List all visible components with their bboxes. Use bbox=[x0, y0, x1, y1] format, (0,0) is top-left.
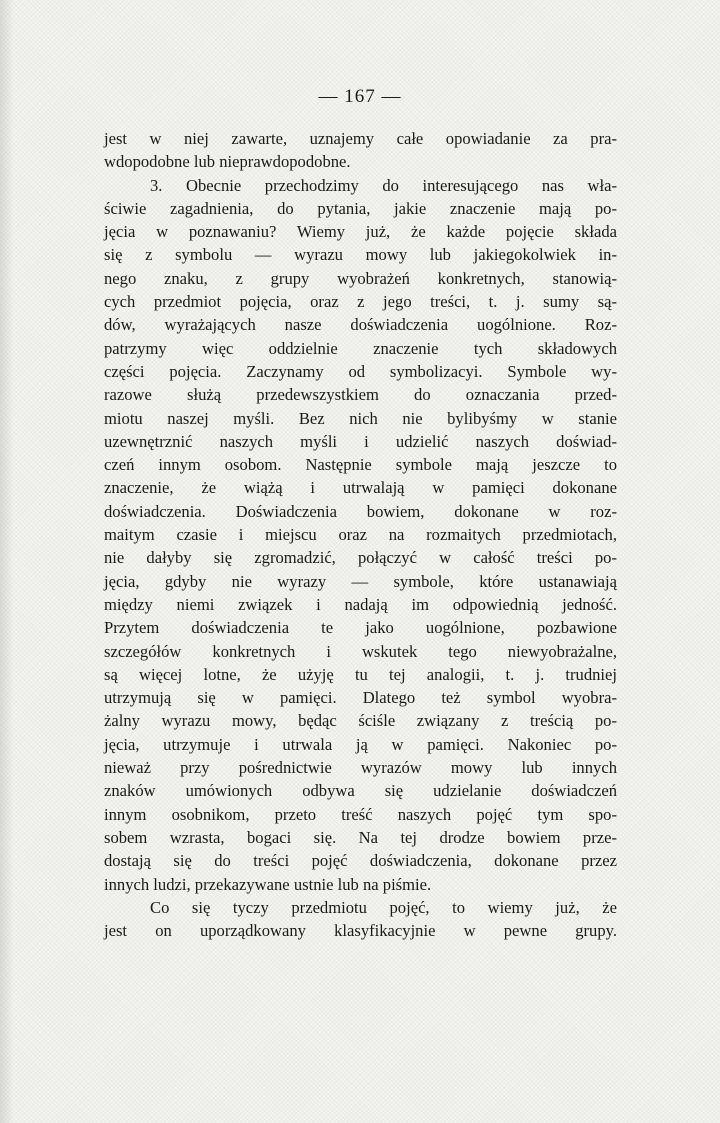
text-line: są więcej lotne, że użyję tu tej analogii, t. j. trudniej bbox=[104, 664, 617, 684]
text-line: innym osobnikom, przeto treść naszych pojęć tym spo- bbox=[104, 804, 617, 824]
text-line: żalny wyrazu mowy, będąc ściśle związany z treścią po- bbox=[104, 711, 617, 731]
body-text bbox=[104, 127, 617, 942]
text-line: nie dałyby się zgromadzić, połączyć w całość treści po- bbox=[104, 548, 617, 568]
text-line: uzewnętrznić naszych myśli i udzielić naszych doświad- bbox=[104, 431, 617, 451]
text-line: znaków umówionych odbywa się udzielanie doświadczeń bbox=[104, 781, 617, 801]
text-line: dostają się do treści pojęć doświadczenia, dokonane przez bbox=[104, 851, 617, 871]
text-line: wdopodobne lub nieprawdopodobne. bbox=[104, 152, 351, 172]
text-line: szczegółów konkretnych i wskutek tego niewyobrażalne, bbox=[104, 641, 617, 661]
text-line: sobem wzrasta, bogaci się. Na tej drodze bowiem prze- bbox=[104, 827, 617, 847]
text-line: utrzymują się w pamięci. Dlatego też symbol wyobra- bbox=[104, 688, 617, 708]
text-line: nego znaku, z grupy wyobrażeń konkretnych, stanowią- bbox=[104, 268, 617, 288]
text-line: części pojęcia. Zaczynamy od symbolizacyi. Symbole wy- bbox=[104, 361, 617, 381]
text-line: się z symbolu — wyrazu mowy lub jakiegokolwiek in- bbox=[104, 245, 617, 265]
text-line: jest on uporządkowany klasyfikacyjnie w pewne grupy. bbox=[104, 921, 617, 941]
text-line: jęcia, utrzymuje i utrwala ją w pamięci. Nakoniec po- bbox=[104, 734, 617, 754]
text-line: cych przedmiot pojęcia, oraz z jego treści, t. j. sumy są- bbox=[104, 292, 617, 312]
text-line: nieważ przy pośrednictwie wyrazów mowy lub innych bbox=[104, 758, 617, 778]
text-line: znaczenie, że wiążą i utrwalają w pamięci dokonane bbox=[104, 478, 617, 498]
text-line: jest w niej zawarte, uznajemy całe opowiadanie za pra- bbox=[104, 129, 617, 148]
text-line: miotu naszej myśli. Bez nich nie bylibyśmy w stanie bbox=[104, 408, 617, 428]
text-line: razowe służą przedewszystkiem do oznaczania przed- bbox=[104, 385, 617, 405]
text-line: jęcia w poznawaniu? Wiemy już, że każde pojęcie składa bbox=[104, 222, 617, 242]
text-line: patrzymy więc oddzielnie znaczenie tych składowych bbox=[104, 338, 617, 358]
text-line: czeń innym osobom. Następnie symbole mają jeszcze to bbox=[104, 455, 617, 475]
text-line: dów, wyrażających nasze doświadczenia uogólnione. Roz- bbox=[104, 315, 617, 335]
text-line: Przytem doświadczenia te jako uogólnione, pozbawione bbox=[104, 618, 617, 638]
text-line: 3. Obecnie przechodzimy do interesującego nas wła- bbox=[150, 175, 617, 195]
text-line: doświadczenia. Doświadczenia bowiem, dokonane w roz- bbox=[104, 501, 617, 521]
text-line: Co się tyczy przedmiotu pojęć, to wiemy już, że bbox=[150, 897, 617, 917]
page-edge-shadow bbox=[0, 0, 14, 1123]
text-line: między niemi związek i nadają im odpowiednią jedność. bbox=[104, 594, 617, 614]
text-line: jęcia, gdyby nie wyrazy — symbole, które ustanawiają bbox=[104, 571, 617, 591]
text-line: innych ludzi, przekazywane ustnie lub na piśmie. bbox=[104, 874, 432, 894]
text-line: ściwie zagadnienia, do pytania, jakie znaczenie mają po- bbox=[104, 198, 617, 218]
page-number: — 167 — bbox=[318, 86, 402, 107]
text-line: maitym czasie i miejscu oraz na rozmaitych przedmiotach, bbox=[104, 525, 617, 545]
